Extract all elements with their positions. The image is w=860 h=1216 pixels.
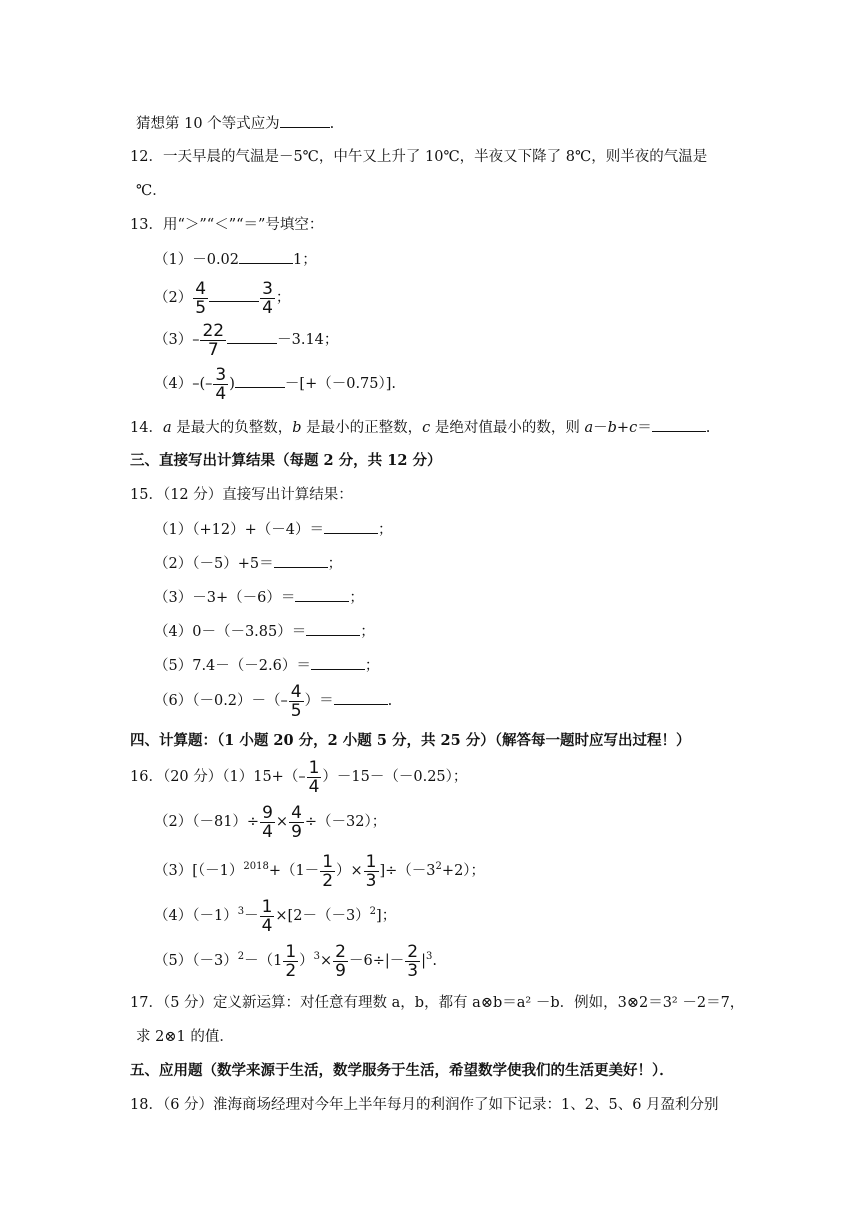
- q15-item4: （4）0－（－3.85）＝ ；: [154, 621, 375, 642]
- fraction: $\frac{3}{4}$: [215, 364, 227, 404]
- section-3-heading: 三、直接写出计算结果（每题 2 分，共 12 分）: [130, 452, 442, 469]
- answer-blank[interactable]: [334, 690, 388, 705]
- section-4-heading: 四、计算题：（1 小题 20 分，2 小题 5 分，共 25 分）（解答每一题时应写出过程！）: [130, 732, 691, 749]
- fraction: $\frac{22}{7}$: [202, 320, 225, 360]
- q13-part4: （4）–(– $\frac{3}{4}$ ) －[+（－0.75）].: [154, 364, 397, 404]
- answer-blank[interactable]: [324, 519, 378, 534]
- q13-title: 13．用“＞”“＜”“＝”号填空：: [130, 217, 324, 233]
- fraction: $\frac{1}{3}$: [365, 851, 377, 891]
- answer-blank[interactable]: [295, 587, 349, 602]
- answer-blank[interactable]: [227, 329, 277, 344]
- q16-part2: （2）（－81）÷ $\frac{9}{4}$ × $\frac{4}{9}$ ÷（－32）；: [154, 802, 387, 842]
- q11-tail: 猜想第 10 个等式应为 .: [136, 113, 334, 134]
- fraction: $\frac{4}{5}$: [290, 681, 302, 721]
- q18-line1: 18．（6 分）淮海商场经理对今年上半年每月的利润作了如下记录：1、2、5、6 月盈利分别: [130, 1097, 719, 1113]
- q14: 14．a 是最大的负整数，b 是最小的正整数，c 是绝对值最小的数，则 a－b+c＝ .: [130, 417, 710, 438]
- q15-item2: （2）（－5）+5＝ ；: [154, 553, 342, 574]
- q17-line2: 求 2⊗1 的值．: [136, 1029, 234, 1045]
- fraction: $\frac{1}{2}$: [285, 941, 297, 981]
- q13-part1: （1）－0.02 1；: [154, 249, 317, 270]
- fraction: $\frac{3}{4}$: [262, 278, 273, 318]
- fraction: $\frac{1}{4}$: [261, 896, 273, 936]
- q12-line1: 12．一天早晨的气温是－5℃，中午又上升了 10℃，半夜又下降了 8℃，则半夜的气温是: [130, 149, 708, 165]
- answer-blank[interactable]: [280, 113, 330, 128]
- q17-line1: 17．（5 分）定义新运算：对任意有理数 a，b，都有 a⊗b＝a² －b．例如，3⊗2＝3² －2＝7，: [130, 995, 745, 1011]
- answer-blank[interactable]: [306, 621, 360, 636]
- answer-blank[interactable]: [652, 417, 706, 432]
- answer-blank[interactable]: [209, 287, 259, 302]
- q12-line2: ℃．: [136, 183, 167, 199]
- fraction: $\frac{2}{3}$: [407, 941, 419, 981]
- answer-blank[interactable]: [311, 655, 365, 670]
- answer-blank[interactable]: [235, 373, 285, 388]
- fraction: $\frac{1}{4}$: [308, 757, 320, 797]
- q15-item3: （3）－3+（－6）＝ ；: [154, 587, 364, 608]
- q16-part3: $(3)[(-1)^{2018}+(1-$ $\frac{1}{2}$ ）× $\frac{1}{3}$ ]$\div(-3^2+2)$；: [154, 851, 486, 891]
- fraction: $\frac{1}{2}$: [322, 851, 334, 891]
- q16-part1: 16．（20 分）（1）15+（– $\frac{1}{4}$ ）－15－（－0.25）；: [130, 757, 468, 797]
- fraction: $\frac{4}{9}$: [291, 802, 302, 842]
- fraction: $\frac{2}{9}$: [335, 941, 346, 981]
- q16-part5: $(5)(-3)^2-(1$ $\frac{1}{2}$ ）$^3$× $\frac{2}{9}$ －6÷|－ $\frac{2}{3}$ $|^3$.: [154, 941, 437, 981]
- q15-item1: （1）（+12）+（－4）＝ ；: [154, 519, 392, 540]
- q15-title: 15．（12 分）直接写出计算结果：: [130, 487, 353, 503]
- answer-blank[interactable]: [274, 553, 328, 568]
- answer-blank[interactable]: [239, 249, 293, 264]
- fraction: $\frac{9}{4}$: [262, 802, 273, 842]
- q13-part2: （2） $\frac{4}{5}$ $\frac{3}{4}$ ；: [154, 278, 291, 318]
- q13-part3: （3）– $\frac{22}{7}$ －3.14；: [154, 320, 339, 360]
- q16-part4: $(4)(-1)^3-$ $\frac{1}{4}$ $\times[2-(-3)^2]$；: [154, 896, 397, 936]
- q15-item6: （6）（－0.2）－（– $\frac{4}{5}$ ）＝ .: [154, 681, 393, 721]
- q15-item5: （5）7.4－（－2.6）＝ ；: [154, 655, 379, 676]
- fraction: $\frac{4}{5}$: [195, 278, 207, 318]
- section-5-heading: 五、应用题（数学来源于生活，数学服务于生活，希望数学使我们的生活更美好！）．: [130, 1062, 674, 1079]
